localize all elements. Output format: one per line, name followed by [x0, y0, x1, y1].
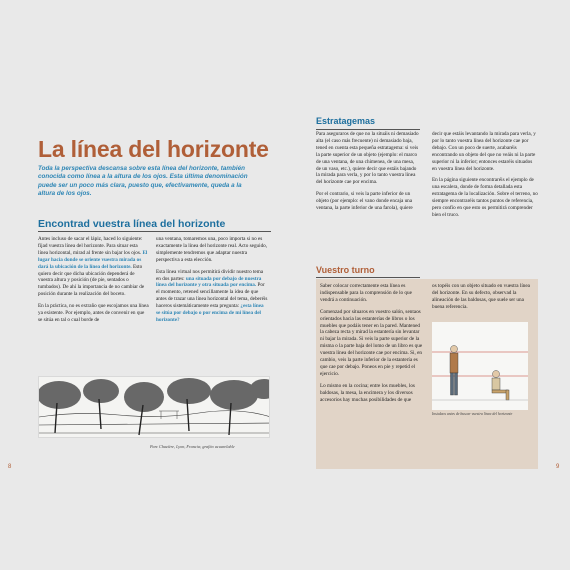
text-span: Antes incluso de sacar el lápiz, haced lo siguiente: fijad vuestra línea del horizonte. Para situar esta línea horizontal, mirad al frente sin bajar los ojos. — [38, 236, 143, 256]
estratagemas-heading: Estratagemas — [316, 116, 376, 126]
paragraph: Lo mismo en la cocina; entre los muebles, los baldosas, la mesa, la encimera y los diversos accesorios hay muchas posibilidades de que — [320, 382, 415, 403]
paragraph: En la práctica, no es extraño que escojamos una línea ya existente. Por ejemplo, antes de convenir en que se sitúa en tal o cual borde de — [38, 303, 149, 323]
vuestro-turno-heading: Vuestro turno — [316, 265, 375, 275]
horizon-line-illustration — [432, 322, 528, 410]
exercise-column-2 — [432, 283, 534, 316]
intro-text: Toda la perspectiva descansa sobre esta línea del horizonte, también conocida como línea a la altura de los ojos. Esta última denominación puede ser un poco más clara, puesto que, efectivamente, queda a la altura de los ojos. — [38, 165, 248, 198]
right-column-1 — [316, 131, 420, 217]
highlight-text: ¿esta línea se sitúa por debajo o por encima de mi línea del horizonte? — [156, 303, 264, 323]
paragraph: os topéis con un objeto situado en vuestra línea del horizonte. En su defecto, observad la alineación de las baldosas, que suele ser una buena referencia. — [432, 283, 530, 310]
estratagemas-divider — [316, 129, 420, 130]
paragraph: Comenzad por situaros en vuestro salón, sentaos orientados hacia las estanterías de libros o los muebles que podáis tener en la pared. Mantened la cabeza recta y mirad la estantería sin levantar ni bajar la mirada. Si veis la parte superior de la misma o la parte baja del lomo de un libro es que vuestra línea del horizonte cae por encima. Si, en cambio, veis la parte inferior de la estantería es que cae por debajo. Poneos en pie y repetid el ejercicio. — [320, 308, 423, 377]
image-caption: Parc Chazière, Lyon, Francia; grafito acuarelable — [150, 444, 235, 449]
park-sketch-image — [38, 376, 270, 438]
paragraph: Para aseguraros de que no la situáis ni demasiado alta (el caso más frecuente) ni demasiado baja, tened en cuenta esta pequeña estratagema: si veis la parte superior de un objeto (ejemplo: el marco de una ventana, de una chimenea, de una mesa, de un vaso, etc.), quiere decir que estáis bajando la mirada para verla, y por lo tanto vuestra línea del horizonte cae por encima. — [316, 131, 419, 186]
exercise-column-1 — [320, 283, 424, 409]
left-column-1 — [38, 236, 149, 329]
illustration-caption: Instalaos antes de buscar vuestra línea del horizonte — [432, 412, 513, 416]
paragraph: decir que estáis levantando la mirada para verla, y por lo tanto vuestra línea del horizonte cae por debajo. Con un poco de suerte, acabaréis encontrando un objeto del que no veáis ni la parte superior ni la inferior; entonces estaréis situados en vuestra línea del horizonte. — [432, 131, 536, 172]
paragraph: En la página siguiente encontraréis el ejemplo de una escalera, donde de forma detallada esta estratagema de la localización. Sobre el terreno, no siempre encontraréis tantos puntos de referencia, pero confío en que esto os permitirá comprender bien el truco. — [432, 177, 538, 218]
highlight-text: El lugar hacia donde se oriente vuestra mirada os dará la ubicación de la línea del horizonte. — [38, 249, 148, 270]
text-span: Por el momento, retened sencillamente la idea de que antes de trazar una línea horizontal del tema, deberéis haceros sistemáticamente esta pregunta: — [156, 282, 268, 310]
paragraph — [38, 236, 149, 298]
section-divider — [38, 231, 271, 232]
paragraph: Por el contrario, si veis la parte inferior de un objeto (por ejemplo: el vano donde encaja una ventana, la parte inferior de una farola), quiere — [316, 191, 413, 212]
right-column-2 — [432, 131, 538, 224]
paragraph — [156, 269, 269, 324]
page-title: La línea del horizonte — [38, 136, 269, 162]
section-heading: Encontrad vuestra línea del horizonte — [38, 218, 226, 230]
vuestro-turno-divider — [316, 277, 420, 278]
text-span: Esto quiero decir que dicha ubicación dependerá de vuestra altura y posición (de pie, sentados o tumbados). De ahí la importancia de no cambiar de posición durante la realización del boceto. — [38, 263, 145, 298]
highlight-text: una situada por debajo de nuestra línea del horizonte y otra situada por encima. — [156, 275, 262, 289]
standing-figure — [450, 346, 458, 396]
text-span: Esta línea virtual nos permitirá dividir nuestro tema en dos partes: — [156, 268, 264, 282]
left-column-2 — [156, 236, 269, 329]
paragraph: una ventana, tomaremos una, poco importa si no es exactamente la línea del horizonte real. Acto seguido, simplemente tendremos que adaptar nuestra perspectiva a esta elección. — [156, 236, 268, 263]
page-number-right: 9 — [556, 464, 560, 470]
paragraph: Saber colocar correctamente esta línea es indispensable para la comprensión de lo que vendrá a continuación. — [320, 283, 412, 303]
sitting-figure — [492, 371, 509, 401]
page-number-left: 8 — [8, 464, 12, 470]
